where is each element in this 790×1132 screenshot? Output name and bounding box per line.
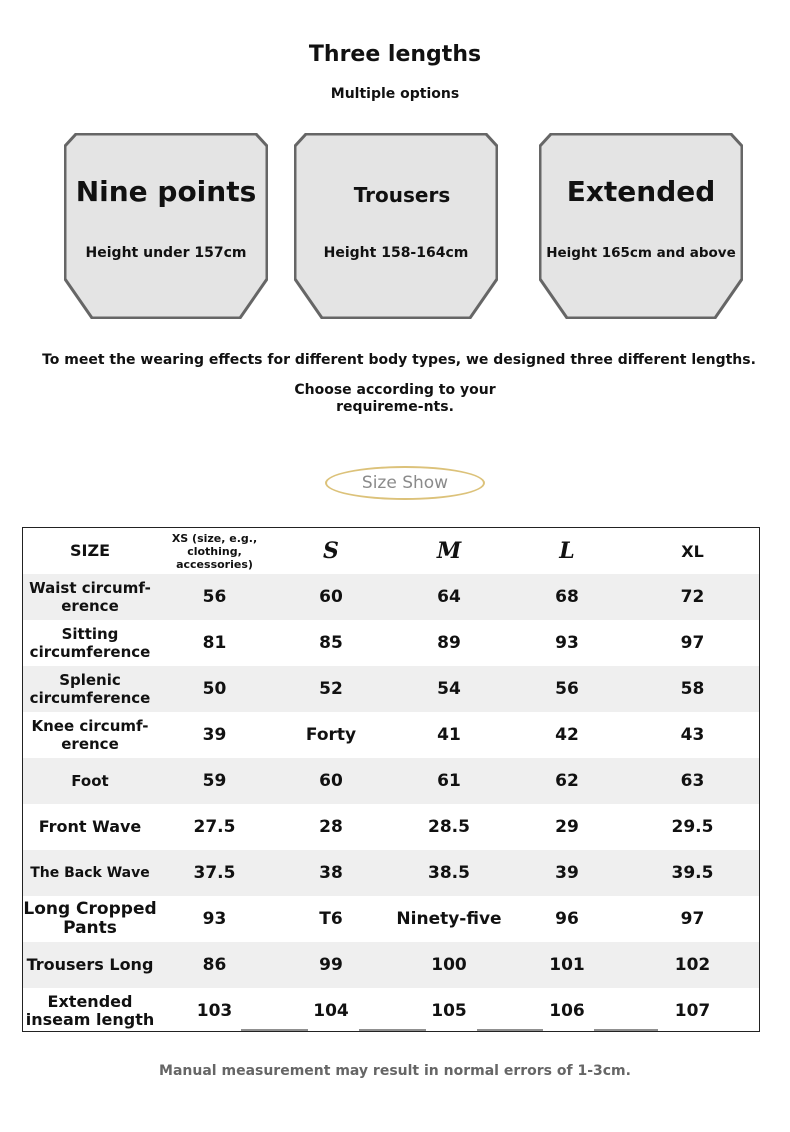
header-xs: XS (size, e.g., clothing, accessories): [171, 531, 258, 571]
table-cell: 42: [555, 725, 579, 745]
card-shape: [539, 133, 743, 319]
row-label: Knee circumf-erence: [31, 717, 149, 753]
table-cell: 39: [555, 863, 579, 883]
header-s: S: [323, 538, 339, 564]
row-label: Foot: [71, 772, 109, 790]
size-table: [22, 527, 760, 1032]
table-cell: 37.5: [193, 863, 236, 883]
card-description: Height 165cm and above: [546, 245, 736, 261]
header-xl: XL: [681, 541, 704, 561]
card-extended: [539, 133, 743, 319]
table-cell: 81: [202, 633, 227, 653]
table-cell: 104: [313, 1001, 349, 1021]
header-l: L: [559, 538, 575, 564]
table-cell: 93: [202, 909, 227, 929]
table-cell: 39.5: [671, 863, 714, 883]
card-description: Height under 157cm: [85, 245, 247, 261]
table-cell: 52: [319, 679, 343, 699]
table-cell: 85: [319, 633, 343, 653]
row-label: Long Cropped Pants: [23, 899, 157, 938]
header-size: SIZE: [69, 541, 110, 560]
card-shape: [64, 133, 268, 319]
table-cell: 54: [437, 679, 461, 699]
measurement-disclaimer: Manual measurement may result in normal errors of 1-3cm.: [159, 1063, 631, 1079]
card-title: Nine points: [75, 175, 257, 208]
table-cell: 86: [202, 955, 227, 975]
page-subtitle: Multiple options: [330, 86, 460, 102]
table-cell: 72: [680, 587, 705, 607]
table-cell: 58: [680, 679, 705, 699]
table-cell: 39: [202, 725, 227, 745]
row-label: The Back Wave: [30, 865, 150, 881]
table-cell: 50: [202, 679, 227, 699]
table-cell: 28: [319, 817, 343, 837]
table-cell: Ninety-five: [396, 908, 502, 929]
table-cell: 28.5: [428, 817, 470, 837]
table-cell: 29: [555, 817, 579, 837]
table-cell: 96: [555, 909, 579, 929]
table-cell: 29.5: [671, 817, 714, 837]
table-cell: 89: [437, 633, 461, 653]
table-cell: 107: [674, 1001, 711, 1021]
table-cell: 56: [202, 587, 227, 607]
description-line-2: Choose according to your requireme-nts.: [294, 382, 496, 415]
table-cell: 102: [674, 955, 711, 975]
row-label: Splenic circumference: [29, 671, 151, 707]
card-title: Trousers: [353, 183, 451, 207]
row-label: Waist circumf-erence: [29, 579, 151, 615]
table-cell: 68: [555, 587, 579, 607]
table-cell: 100: [431, 955, 467, 975]
size-show-badge: Size Show: [325, 466, 485, 500]
table-cell: 38: [319, 863, 343, 883]
page-title: Three lengths: [308, 42, 482, 67]
row-label: Trousers Long: [26, 955, 154, 974]
card-description: Height 158-164cm: [323, 245, 469, 261]
table-cell: 93: [555, 633, 579, 653]
card-title: Extended: [566, 175, 716, 208]
table-cell: 61: [437, 771, 461, 791]
table-cell: 56: [555, 679, 579, 699]
card-nine-points: [64, 133, 268, 319]
table-cell: 41: [437, 725, 461, 745]
table-cell: 97: [680, 909, 705, 929]
table-cell: 43: [680, 725, 705, 745]
description-line: To meet the wearing effects for different body types, we designed three different lengths.: [42, 352, 756, 368]
table-cell: 99: [319, 955, 343, 975]
row-label: Front Wave: [38, 817, 142, 836]
table-cell: 38.5: [428, 863, 470, 883]
table-cell: 101: [549, 955, 585, 975]
card-shape: [294, 133, 498, 319]
table-cell: T6: [319, 909, 343, 929]
table-cell: Forty: [305, 725, 357, 745]
table-cell: 63: [680, 771, 705, 791]
card-trousers: [294, 133, 498, 319]
table-cell: 60: [319, 587, 343, 607]
row-label: Sitting circumference: [29, 625, 151, 661]
row-label: Extended inseam length: [25, 992, 155, 1029]
table-cell: 106: [549, 1001, 585, 1021]
table-cell: 103: [196, 1001, 233, 1021]
bottom-underlines: [23, 528, 759, 1031]
table-cell: 60: [319, 771, 343, 791]
table-cell: 27.5: [193, 817, 236, 837]
header-m: M: [436, 538, 462, 564]
table-cell: 62: [555, 771, 579, 791]
table-cell: 59: [202, 771, 227, 791]
table-cell: 64: [437, 587, 461, 607]
table-cell: 97: [680, 633, 705, 653]
table-cell: 105: [431, 1001, 467, 1021]
